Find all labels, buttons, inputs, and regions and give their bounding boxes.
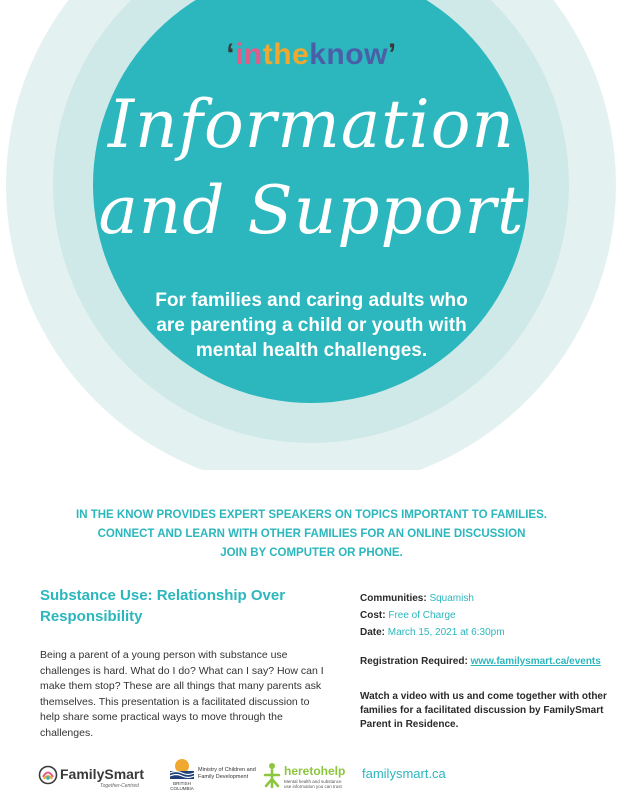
session-title-line: Substance Use: Relationship Over xyxy=(40,587,286,604)
session-title xyxy=(40,585,330,627)
communities-row xyxy=(360,590,610,607)
event-details xyxy=(360,590,610,641)
familysmart-logo-icon xyxy=(38,765,58,785)
hero-subtitle-line: are parenting a child or youth with xyxy=(156,315,467,336)
date-label: Date: xyxy=(360,627,386,638)
registration xyxy=(360,655,620,669)
bc-ministry-logo[interactable] xyxy=(168,757,258,797)
brand-the: the xyxy=(262,38,310,71)
session-description: Being a parent of a young person with substance use challenges is hard. What do I do? What can I say? How can I make them stop? These are all things that many parents ask themselves. This presentation is a facilitated discussion to help share some practical ways to move through the challenges. xyxy=(40,649,324,739)
familysmart-name: FamilySmart xyxy=(60,766,145,782)
heretohelp-logo-icon xyxy=(262,761,282,789)
brand-open-quote: ‘ xyxy=(226,38,236,71)
familysmart-site-link[interactable]: familysmart.ca xyxy=(362,766,446,781)
banner-line: JOIN BY COMPUTER OR PHONE. xyxy=(220,547,403,559)
familysmart-tagline: Together-Centred xyxy=(100,783,139,789)
communities-label: Communities: xyxy=(360,593,427,604)
brand-know: know xyxy=(309,38,388,71)
heretohelp-logo[interactable] xyxy=(262,761,352,797)
bc-name: BRITISH COLUMBIA xyxy=(170,781,194,791)
brand-close-quote: ’ xyxy=(387,38,397,71)
footer xyxy=(0,755,623,800)
bc-logo-icon xyxy=(168,757,196,781)
cost-label: Cost: xyxy=(360,610,386,621)
heretohelp-tagline: Mental health and substance use information you can trust xyxy=(284,779,342,789)
headline-and-support: and Support xyxy=(98,172,525,249)
communities-value: Squamish xyxy=(429,593,474,604)
date-row xyxy=(360,624,610,641)
brand-in: in xyxy=(235,38,263,71)
heretohelp-name: heretohelp xyxy=(284,764,346,778)
hero-subtitle xyxy=(110,288,513,363)
cost-row xyxy=(360,607,610,624)
hero-subtitle-line: mental health challenges. xyxy=(195,340,428,361)
cost-value: Free of Charge xyxy=(388,610,456,621)
banner-line: IN THE KNOW PROVIDES EXPERT SPEAKERS ON TOPICS IMPORTANT TO FAMILIES. xyxy=(76,509,547,521)
banner-line: CONNECT AND LEARN WITH OTHER FAMILIES FOR AN ONLINE DISCUSSION xyxy=(97,528,526,540)
ministry-name: Ministry of Children and Family Development xyxy=(198,767,256,780)
program-banner xyxy=(20,506,603,563)
watch-text: Watch a video with us and come together with other families for a facilitated discussion by FamilySmart Parent in Residence. xyxy=(360,691,607,730)
session-title-line: Responsibility xyxy=(40,608,143,625)
registration-link[interactable]: www.familysmart.ca/events xyxy=(470,656,601,667)
intheknow-brand xyxy=(0,38,623,72)
hero-subtitle-line: For families and caring adults who xyxy=(155,290,468,311)
date-value: March 15, 2021 at 6:30pm xyxy=(387,627,505,638)
familysmart-logo[interactable] xyxy=(38,763,148,793)
registration-label: Registration Required: xyxy=(360,656,468,667)
headline-information: Information xyxy=(107,86,516,163)
